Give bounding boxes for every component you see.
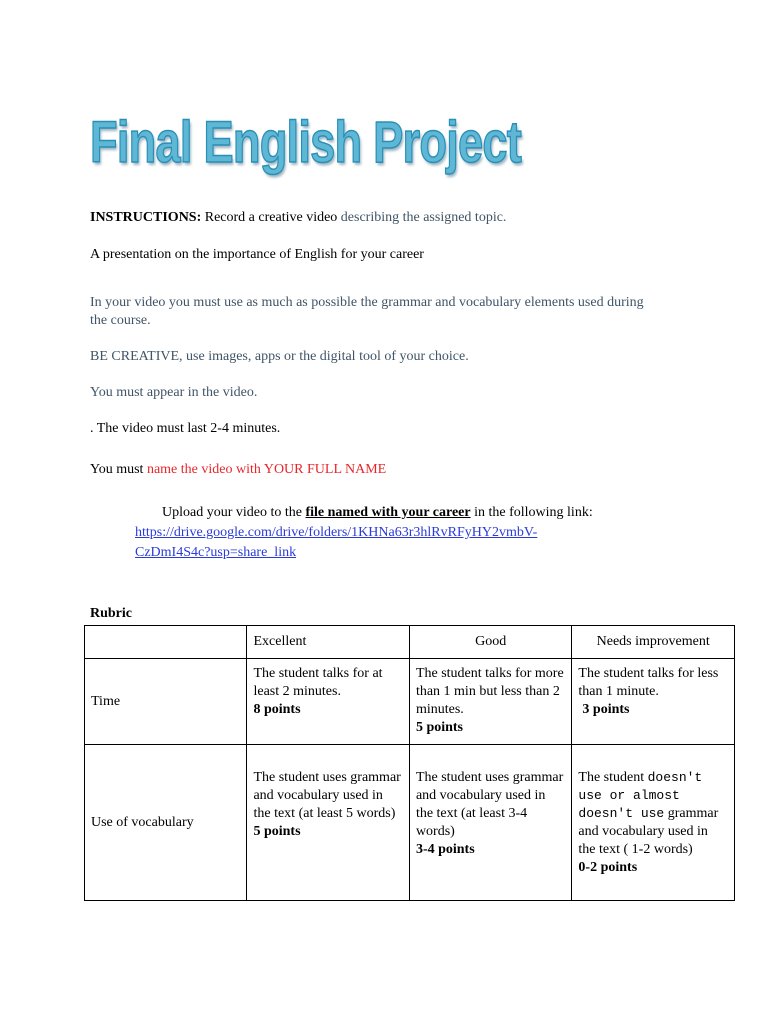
cell-text-mono: doesn't use or almost doesn't use [578,770,703,821]
rubric-cell-time-good [409,659,571,745]
page-title: Final English Project [90,110,522,175]
cell-points: 0-2 points [578,860,638,875]
name-note-prefix: You must [90,462,147,477]
cell-text: The student uses grammar and vocabulary used in the text (at least 5 words) [253,770,401,821]
rubric-cell-time-excellent [247,659,409,745]
upload-emphasis: file named with your career [305,505,471,520]
rubric-row-time [85,659,735,745]
drive-link[interactable] [135,523,655,563]
drive-link-part-2[interactable]: CzDmI4S4c?usp=share_link [135,545,297,560]
instructions-text: Record a creative video [201,210,341,225]
cell-text: The student [578,770,648,785]
cell-points: 5 points [253,824,301,839]
rubric-cell-vocab-good [409,745,571,901]
rubric-criterion-vocabulary: Use of vocabulary [85,745,247,901]
name-note-line [90,461,386,479]
cell-points: 3 points [582,702,630,717]
drive-link-part-1[interactable]: https://drive.google.com/drive/folders/1KHNa63r3hlRvRFyHY2vmbV- [135,525,538,540]
cell-text: grammar and vocabulary used in the text ( 1-2 words) [578,806,719,857]
upload-block [135,503,655,563]
cell-text: The student talks for at least 2 minutes. [253,666,383,699]
grammar-note: In your video you must use as much as possible the grammar and vocabulary elements used during the course. [90,295,644,328]
cell-text: The student talks for less than 1 minute. [578,666,719,699]
appear-line: You must appear in the video. [90,385,258,400]
instructions-line [90,209,506,227]
rubric-header-criterion [85,626,247,659]
upload-instruction [135,503,655,523]
cell-points: 3-4 points [415,842,475,857]
instructions-topic-text: describing the assigned topic. [340,210,507,225]
upload-suffix: in the following link: [470,505,593,520]
rubric-header-good: Good [409,626,571,659]
name-note-highlight: name the video with YOUR FULL NAME [146,462,387,477]
rubric-header-excellent: Excellent [247,626,409,659]
duration-line: . The video must last 2-4 minutes. [90,421,281,436]
cell-points: 8 points [253,702,301,717]
cell-text: The student uses grammar and vocabulary used in the text (at least 3-4 words) [415,770,564,839]
upload-prefix: Upload your video to the [162,505,306,520]
be-creative-line: BE CREATIVE, use images, apps or the digital tool of your choice. [90,349,469,364]
topic-line: A presentation on the importance of English for your career [90,247,424,262]
rubric-row-vocabulary [85,745,735,901]
instructions-label: INSTRUCTIONS: [90,210,202,225]
rubric-cell-vocab-needs [572,745,735,901]
rubric-header-row [85,626,735,659]
cell-text: The student talks for more than 1 min but less than 2 minutes. [415,666,564,717]
rubric-cell-vocab-excellent [247,745,409,901]
rubric-header-needs-improvement: Needs improvement [572,626,735,659]
cell-points: 5 points [415,720,464,735]
rubric-cell-time-needs [572,659,735,745]
rubric-criterion-time: Time [85,659,247,745]
rubric-table [84,625,735,901]
rubric-title: Rubric [90,606,132,621]
